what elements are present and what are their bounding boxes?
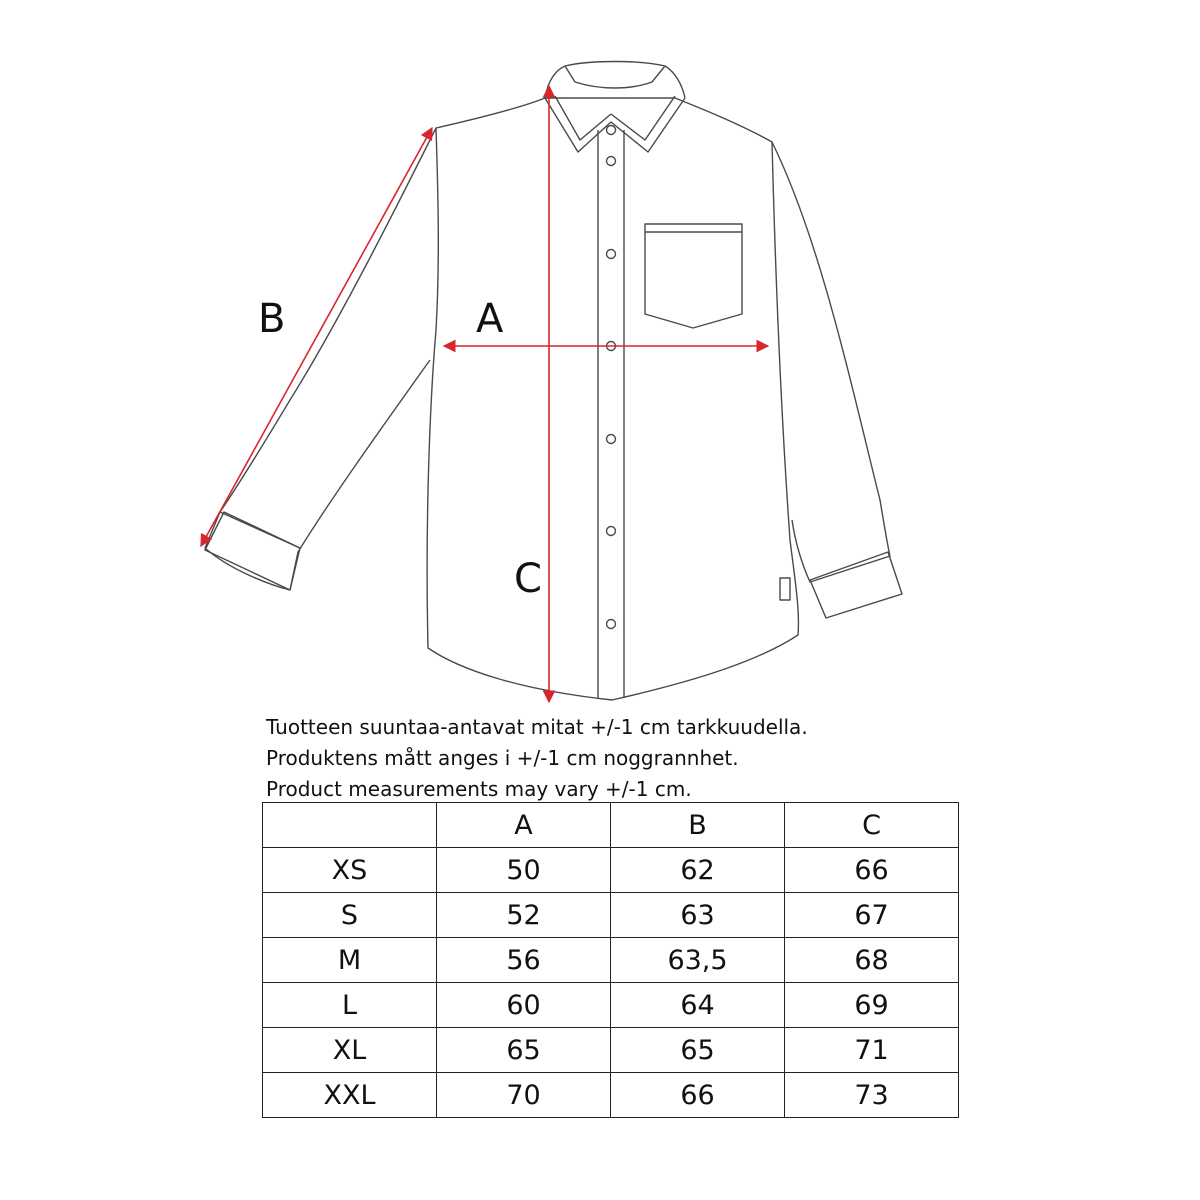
size-cell: S — [263, 893, 437, 938]
left-cuff — [205, 512, 300, 590]
shirt-outline — [205, 62, 902, 701]
size-cell: XXL — [263, 1073, 437, 1118]
shirt-buttons — [607, 126, 616, 629]
size-cell: XL — [263, 1028, 437, 1073]
c-cell: 71 — [785, 1028, 959, 1073]
shirt-pocket — [645, 224, 742, 328]
header-cell-a: A — [437, 803, 611, 848]
table-header-row — [263, 803, 959, 848]
a-cell: 52 — [437, 893, 611, 938]
size-tag — [780, 578, 790, 600]
right-cuff — [810, 552, 902, 618]
size-cell: XS — [263, 848, 437, 893]
c-cell: 68 — [785, 938, 959, 983]
table-row — [263, 893, 959, 938]
b-cell: 64 — [611, 983, 785, 1028]
table-row — [263, 983, 959, 1028]
label-c: C — [514, 556, 542, 602]
left-sleeve — [205, 128, 436, 590]
a-cell: 65 — [437, 1028, 611, 1073]
note-english: Product measurements may vary +/-1 cm. — [266, 777, 692, 801]
b-cell: 63,5 — [611, 938, 785, 983]
shirt-placket — [598, 130, 624, 698]
label-b: B — [258, 296, 286, 342]
measure-line-b — [201, 128, 432, 546]
c-cell: 73 — [785, 1073, 959, 1118]
header-cell-b: B — [611, 803, 785, 848]
button — [607, 157, 616, 166]
b-cell: 65 — [611, 1028, 785, 1073]
a-cell: 60 — [437, 983, 611, 1028]
measurement-notes — [266, 712, 966, 805]
a-cell: 70 — [437, 1073, 611, 1118]
button — [607, 620, 616, 629]
c-cell: 66 — [785, 848, 959, 893]
b-cell: 62 — [611, 848, 785, 893]
note-swedish: Produktens mått anges i +/-1 cm noggrannhet. — [266, 746, 739, 770]
size-cell: M — [263, 938, 437, 983]
table-row — [263, 938, 959, 983]
measurement-lines — [201, 86, 768, 702]
note-finnish: Tuotteen suuntaa-antavat mitat +/-1 cm tarkkuudella. — [266, 715, 808, 739]
b-cell: 63 — [611, 893, 785, 938]
c-cell: 67 — [785, 893, 959, 938]
button — [607, 250, 616, 259]
shirt-body — [427, 98, 798, 700]
button — [607, 527, 616, 536]
shirt-collar — [545, 62, 685, 153]
size-table — [262, 802, 959, 1118]
size-cell: L — [263, 983, 437, 1028]
c-cell: 69 — [785, 983, 959, 1028]
a-cell: 50 — [437, 848, 611, 893]
button — [607, 126, 616, 135]
right-sleeve — [772, 142, 890, 582]
table-row — [263, 848, 959, 893]
a-cell: 56 — [437, 938, 611, 983]
b-cell: 66 — [611, 1073, 785, 1118]
table-row — [263, 1073, 959, 1118]
header-cell-empty — [263, 803, 437, 848]
table-row — [263, 1028, 959, 1073]
label-a: A — [476, 296, 504, 342]
button — [607, 435, 616, 444]
header-cell-c: C — [785, 803, 959, 848]
